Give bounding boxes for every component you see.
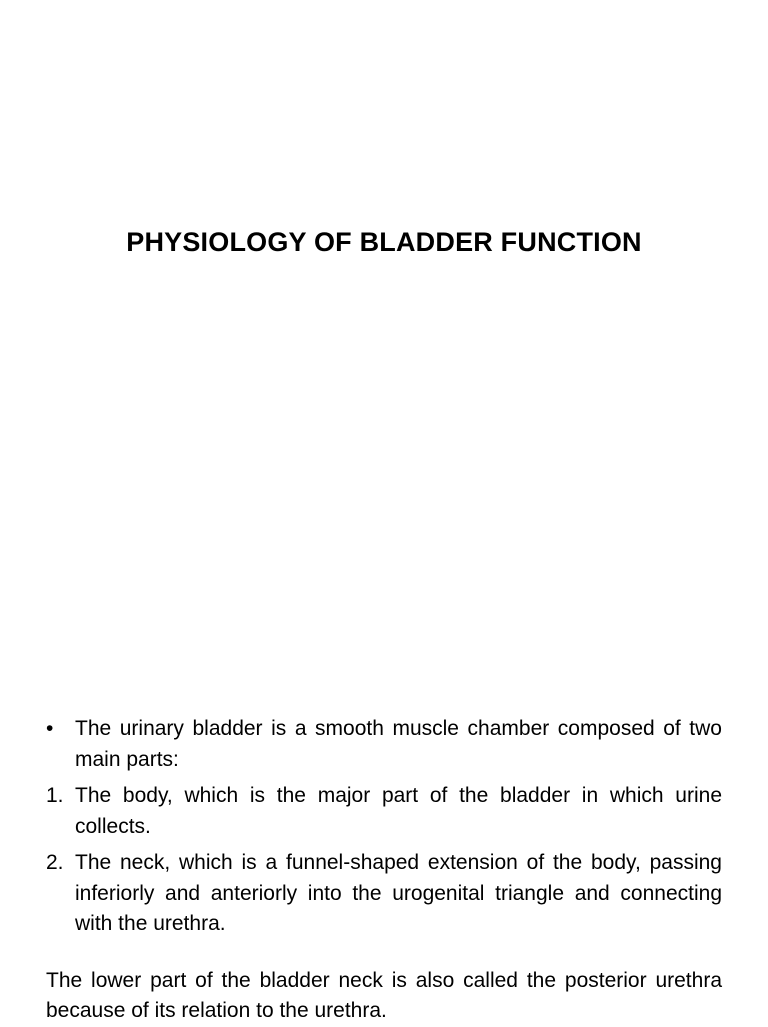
slide-title: PHYSIOLOGY OF BLADDER FUNCTION: [126, 227, 642, 257]
slide-content: [46, 714, 722, 1027]
bullet-marker: •: [46, 717, 54, 740]
list-number: 2.: [46, 851, 64, 874]
list-item: [46, 848, 722, 940]
bullet-item: [46, 714, 722, 775]
list-item: [46, 781, 722, 842]
body-paragraph: The lower part of the bladder neck is also called the posterior urethra because of its relation to the urethra.: [46, 968, 722, 1022]
list-item-text: The neck, which is a funnel-shaped extension of the body, passing inferiorly and anteriorly into the urogenital triangle and connecting with the urethra.: [75, 851, 722, 935]
list-item-text: The body, which is the major part of the bladder in which urine collects.: [75, 784, 722, 838]
bullet-text: The urinary bladder is a smooth muscle chamber composed of two main parts:: [75, 717, 722, 771]
list-number: 1.: [46, 784, 64, 807]
